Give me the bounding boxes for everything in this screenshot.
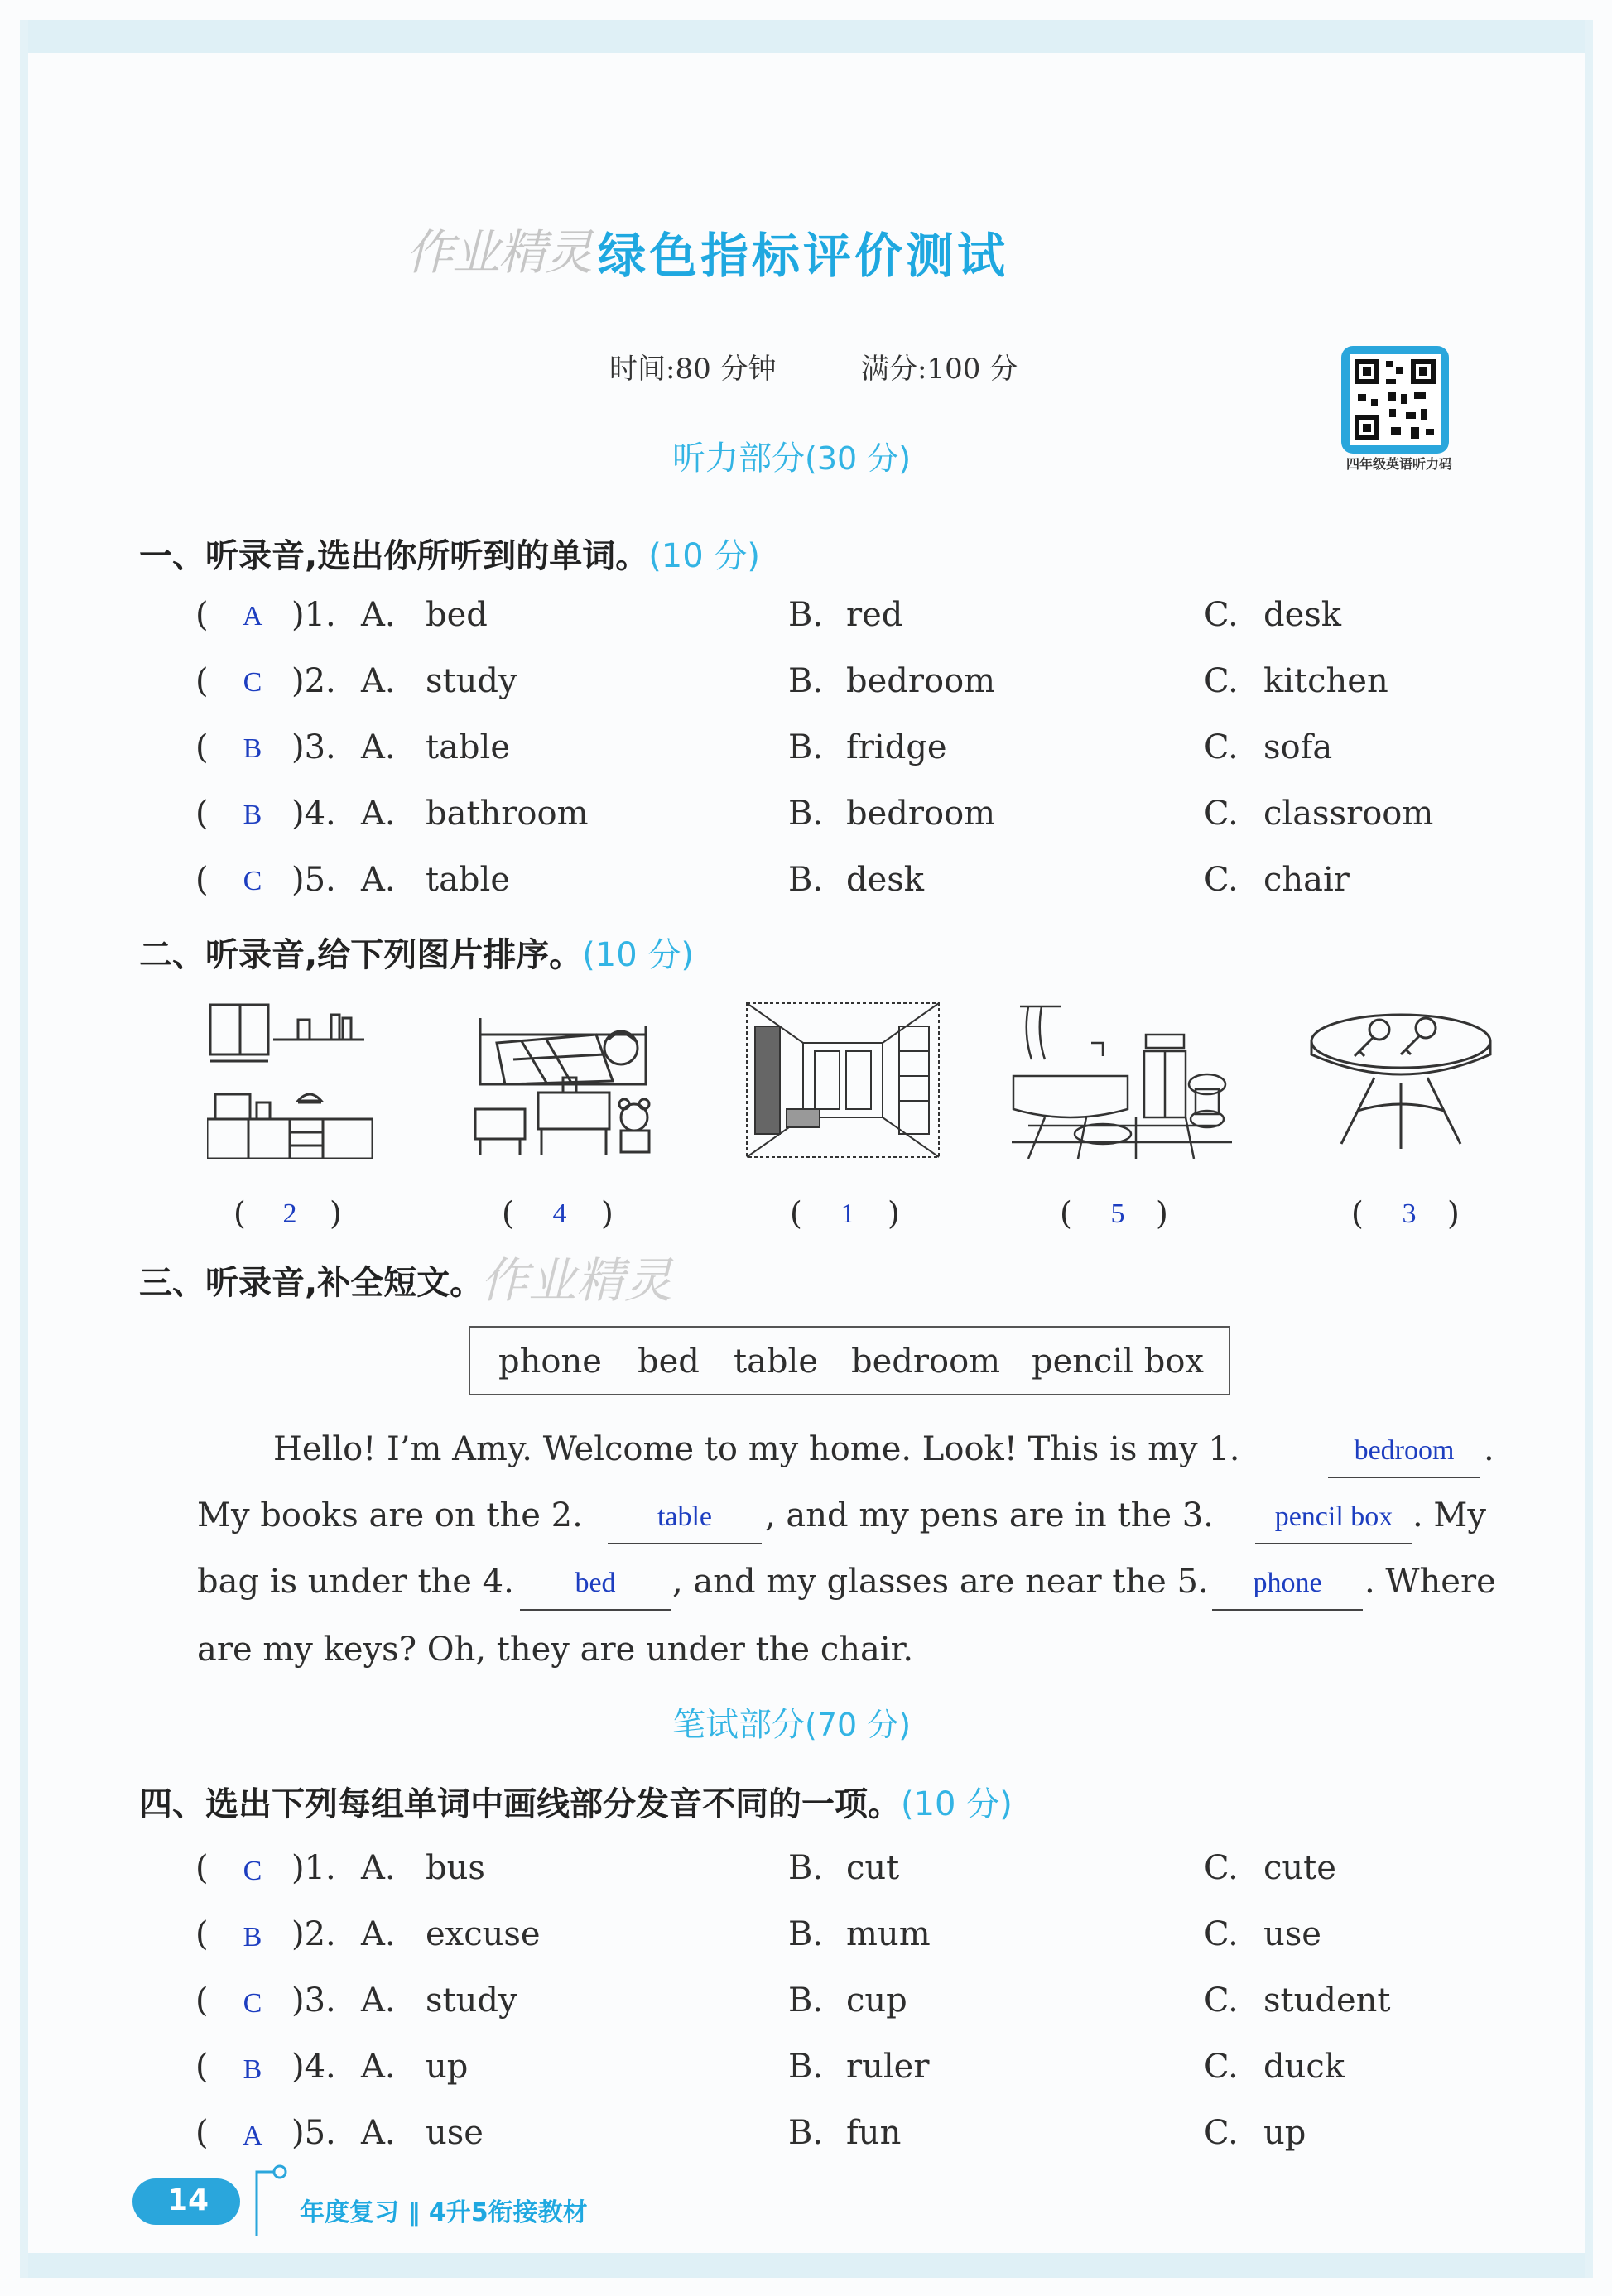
option-c-label: C. [1204,1981,1239,2020]
answer-value: A [242,601,263,632]
question-number: )2. [291,662,336,700]
option-a-word: use [426,2114,484,2152]
blank-3-answer: pencil box [1274,1501,1393,1532]
passage-line-3a: bag is under the 4. [197,1563,514,1601]
option-a-label: A. [361,795,396,833]
blank-1-answer: bedroom [1354,1435,1455,1466]
question-number: )1. [291,596,336,634]
option-a-label: A. [361,1849,396,1887]
answer-value: C [243,866,262,896]
question-number: )1. [291,1849,336,1887]
option-a-word: bathroom [426,795,589,833]
writing-heading [672,1698,911,1746]
option-b-label: B. [788,1981,824,2020]
option-b-word: mum [846,1915,931,1953]
footer-title: 年度复习 ‖ 4升5衔接教材 [300,2198,588,2227]
option-b-label: B. [788,1915,824,1953]
option-b-word: cut [846,1849,900,1887]
question-number: )5. [291,2114,336,2152]
answer-value: B [243,733,262,764]
qr-code-icon[interactable] [1341,346,1449,454]
option-c-word: classroom [1263,795,1434,833]
option-c-word: kitchen [1263,662,1388,700]
blank-2-answer: table [657,1501,713,1532]
option-b-label: B. [788,2048,824,2086]
option-a-word: up [426,2048,469,2086]
answer-paren: ( [195,728,209,766]
option-c-word: up [1263,2114,1306,2152]
answer-paren: ( [195,2048,209,2086]
writing-heading-label: 笔试部分 [672,1706,805,1744]
section2-points: (10 分) [582,936,695,974]
option-c-label: C. [1204,662,1239,700]
qr-caption: 四年级英语听力码 [1345,456,1452,472]
section1-points: (10 分) [648,537,761,575]
question-number: )2. [291,1915,336,1953]
blank-5-answer: phone [1253,1568,1322,1598]
living-room-picture [745,1001,941,1159]
section2-title [139,929,694,976]
word-bank-item: bed [638,1343,700,1381]
option-b-word: ruler [846,2048,930,2086]
writing-points: (70 分) [805,1707,912,1743]
picture-3-answer-paren-close: ) [888,1195,900,1232]
picture-5-answer-paren: ( [1351,1195,1364,1232]
option-c-word: sofa [1263,728,1333,766]
option-b-word: bedroom [846,795,996,833]
section4-points: (10 分) [901,1785,1013,1823]
question-number: )3. [291,728,336,766]
blank-4-answer: bed [575,1568,616,1598]
passage-line-3b: , and my glasses are near the 5. [672,1563,1209,1601]
option-a-label: A. [361,1915,396,1953]
answer-value: A [242,2121,263,2151]
picture-3-answer-paren: ( [790,1195,802,1232]
watermark: 作业精灵 [406,224,592,281]
passage-line-4: are my keys? Oh, they are under the chair. [197,1631,914,1669]
answer-value: B [243,1922,262,1953]
option-c-label: C. [1204,1915,1239,1953]
option-a-word: table [426,728,510,766]
footer-bracket-icon [250,2164,288,2238]
option-c-label: C. [1204,2114,1239,2152]
word-bank-item: table [734,1343,818,1381]
option-a-word: study [426,1981,517,2020]
section1-title-text: 一、听录音,选出你所听到的单词。 [139,537,649,575]
option-c-label: C. [1204,728,1239,766]
page-frame-top [20,20,1593,53]
bedroom-sleeping-picture [472,1001,662,1159]
answer-paren: ( [195,795,209,833]
option-a-label: A. [361,1981,396,2020]
option-b-word: fun [846,2114,902,2152]
picture-2-answer-paren: ( [502,1195,514,1232]
picture-1-answer: 2 [282,1198,297,1229]
time-label: 时间:80 分钟 [609,353,777,386]
answer-paren: ( [195,596,209,634]
page-title: 绿色指标评价测试 [598,228,1009,284]
option-c-label: C. [1204,2048,1239,2086]
option-a-word: table [426,861,510,899]
option-b-label: B. [788,662,824,700]
option-b-label: B. [788,1849,824,1887]
option-c-word: student [1263,1981,1391,2020]
answer-paren: ( [195,861,209,899]
option-c-label: C. [1204,795,1239,833]
option-c-word: use [1263,1915,1321,1953]
option-a-word: excuse [426,1915,541,1953]
listening-heading-label: 听力部分 [672,440,805,478]
passage-line-1: Hello! I’m Amy. Welcome to my home. Look! This is my 1. [273,1430,1240,1468]
passage-line-2b: , and my pens are in the 3. [765,1496,1214,1535]
option-a-label: A. [361,728,396,766]
picture-1-answer-paren: ( [233,1195,246,1232]
passage-line-2a: My books are on the 2. [197,1496,583,1535]
option-b-word: desk [846,861,925,899]
bathroom-picture [1012,1001,1232,1159]
picture-2-answer-paren-close: ) [601,1195,614,1232]
listening-points: (30 分) [805,440,912,477]
section2-title-text: 二、听录音,给下列图片排序。 [139,936,583,974]
question-number: )5. [291,861,336,899]
section1-title [139,530,760,577]
option-c-label: C. [1204,861,1239,899]
option-b-label: B. [788,728,824,766]
option-b-label: B. [788,795,824,833]
answer-value: B [243,2054,262,2085]
option-b-label: B. [788,2114,824,2152]
answer-paren: ( [195,662,209,700]
option-b-word: red [846,596,903,634]
picture-4-answer: 5 [1110,1198,1125,1229]
option-a-label: A. [361,2114,396,2152]
passage-line-2c: . My [1412,1496,1486,1535]
option-c-word: desk [1263,596,1342,634]
option-b-word: cup [846,1981,907,2020]
option-a-label: A. [361,662,396,700]
table-with-keys-picture [1308,1011,1494,1152]
picture-5-answer-paren-close: ) [1447,1195,1460,1232]
question-number: )4. [291,795,336,833]
picture-4-answer-paren: ( [1060,1195,1072,1232]
picture-2-answer: 4 [552,1198,567,1229]
option-c-label: C. [1204,596,1239,634]
picture-4-answer-paren-close: ) [1156,1195,1168,1232]
option-a-label: A. [361,596,396,634]
answer-paren: ( [195,1915,209,1953]
option-a-word: study [426,662,517,700]
listening-heading [672,432,911,479]
option-c-word: chair [1263,861,1350,899]
section4-title [139,1778,1013,1825]
option-b-label: B. [788,861,824,899]
picture-1-answer-paren-close: ) [330,1195,342,1232]
page-frame-right [1585,20,1593,2278]
answer-value: C [243,1988,262,2019]
word-bank-item: phone [498,1343,602,1381]
answer-value: B [243,800,262,830]
question-number: )4. [291,2048,336,2086]
section3-title: 三、听录音,补全短文。 [139,1264,484,1302]
answer-value: C [243,667,262,698]
word-bank-item: pencil box [1032,1343,1204,1381]
option-c-label: C. [1204,1849,1239,1887]
page-frame-left [20,20,28,2278]
option-a-word: bed [426,596,488,634]
section4-title-text: 四、选出下列每组单词中画线部分发音不同的一项。 [139,1785,901,1823]
passage-line-3c: . Where [1364,1563,1496,1601]
option-a-label: A. [361,2048,396,2086]
option-b-label: B. [788,596,824,634]
answer-paren: ( [195,1849,209,1887]
page-frame-bottom [20,2253,1593,2278]
option-a-word: bus [426,1849,485,1887]
answer-paren: ( [195,1981,209,2020]
option-a-label: A. [361,861,396,899]
word-bank-item: bedroom [851,1343,1001,1381]
question-number: )3. [291,1981,336,2020]
page-number: 14 [167,2183,209,2217]
option-b-word: bedroom [846,662,996,700]
kitchen-picture [207,1001,373,1159]
passage-period: . [1484,1430,1494,1468]
option-b-word: fridge [846,728,947,766]
option-c-word: duck [1263,2048,1345,2086]
watermark: 作业精灵 [480,1252,673,1309]
answer-paren: ( [195,2114,209,2152]
picture-5-answer: 3 [1402,1198,1417,1229]
picture-3-answer: 1 [840,1198,855,1229]
answer-value: C [243,1856,262,1886]
score-label: 满分:100 分 [861,353,1018,386]
option-c-word: cute [1263,1849,1336,1887]
